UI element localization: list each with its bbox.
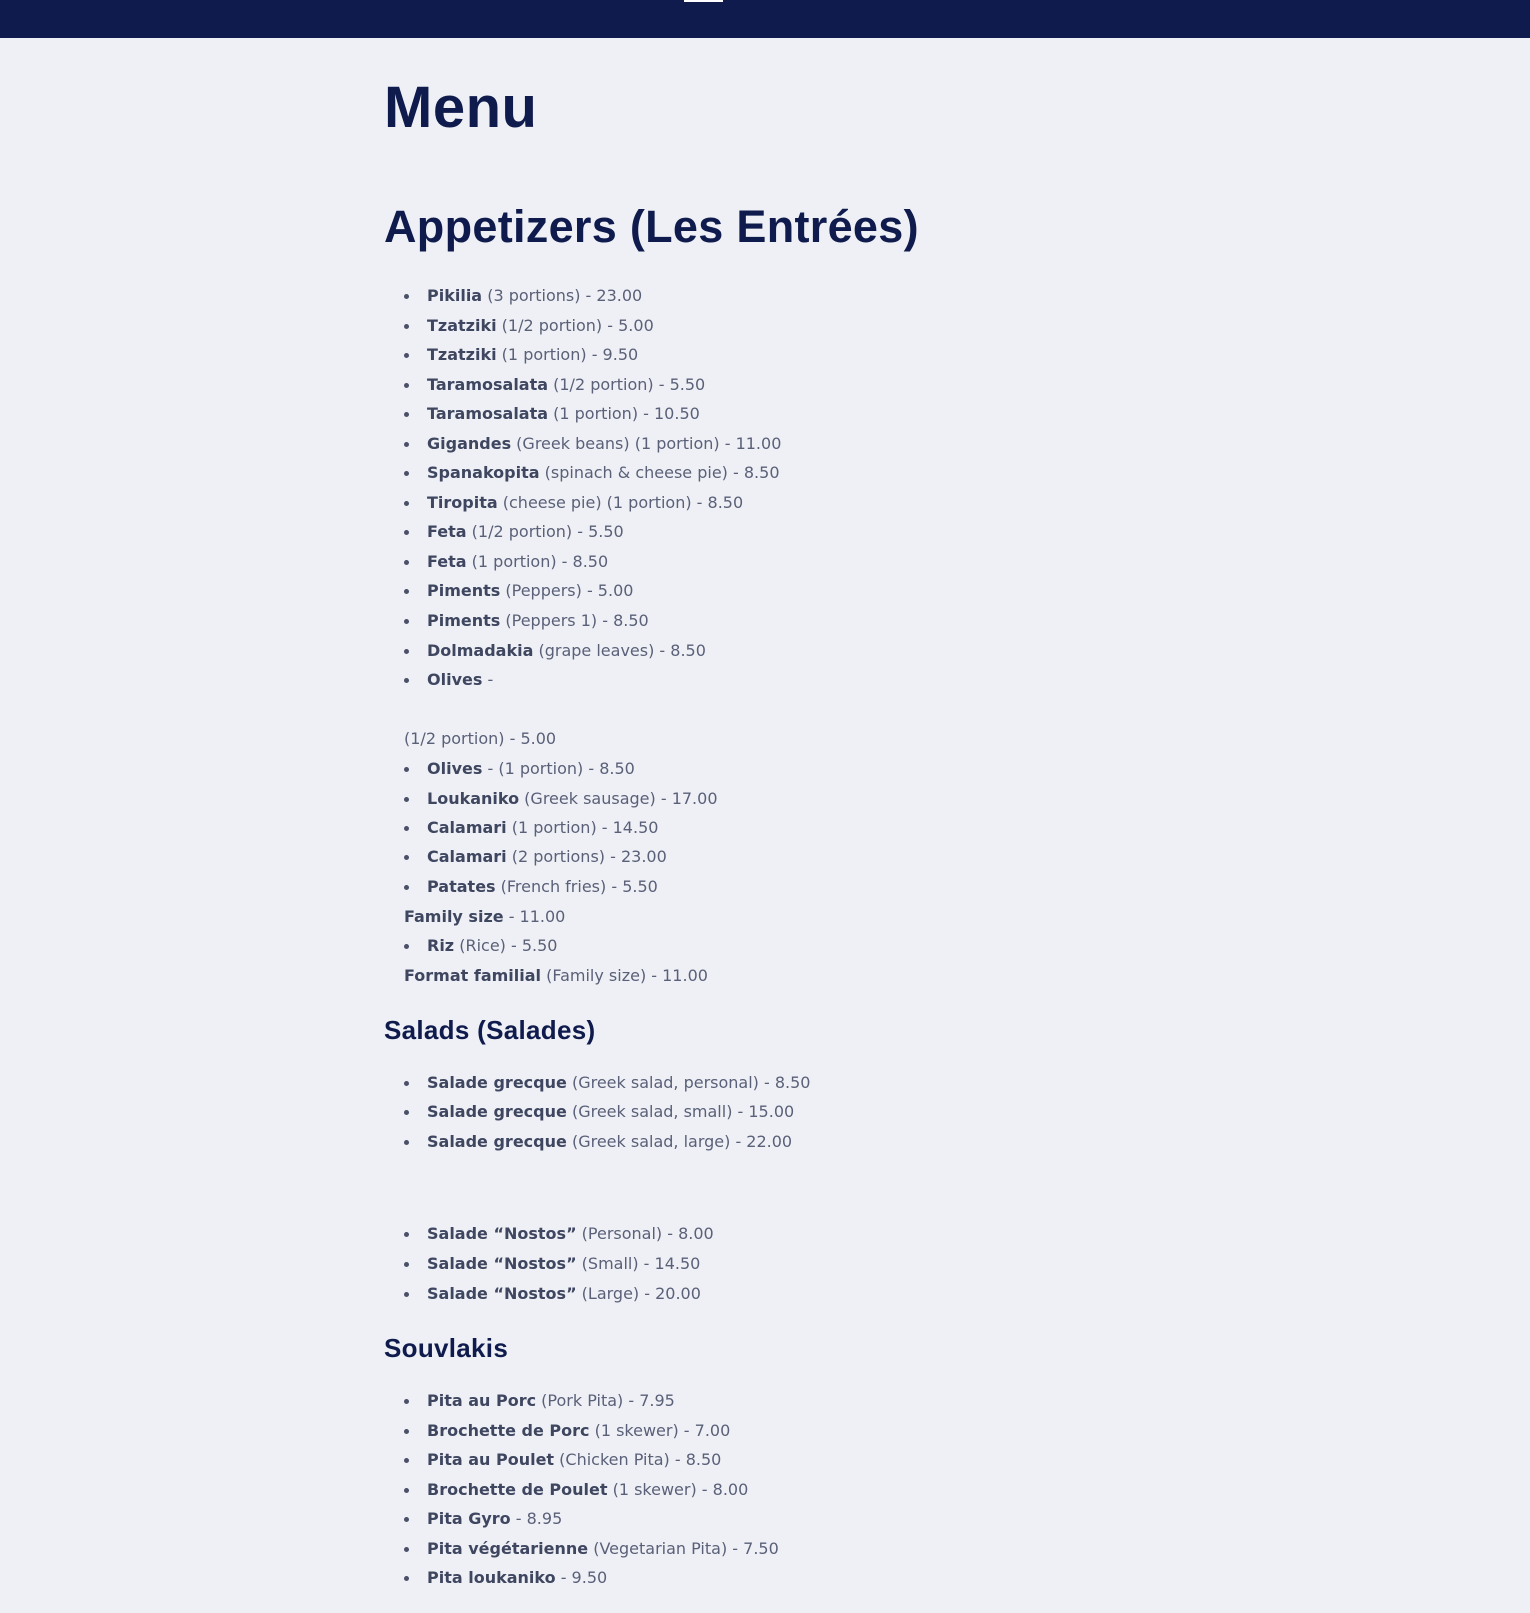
list-item: Salade “Nostos” (Personal) - 8.00 <box>404 1219 714 1249</box>
list-item: Salade “Nostos” (Large) - 20.00 <box>404 1279 701 1309</box>
active-nav-indicator <box>684 0 723 2</box>
list-item: Piments (Peppers) - 5.00 <box>404 576 633 606</box>
list-item: Dolmadakia (grape leaves) - 8.50 <box>404 636 706 666</box>
list-item-continuation: Family size - 11.00 <box>404 907 566 926</box>
list-item: Salade grecque (Greek salad, small) - 15.00 <box>404 1097 794 1127</box>
list-item: Piments (Peppers 1) - 8.50 <box>404 606 649 636</box>
list-item: Pita Gyro - 8.95 <box>404 1504 562 1534</box>
menu-content <box>384 60 1284 1587</box>
salads-heading: Salads (Salades) <box>384 1015 596 1045</box>
list-item: Salade “Nostos” (Small) - 14.50 <box>404 1249 700 1279</box>
list-item: Tzatziki (1/2 portion) - 5.00 <box>404 311 654 341</box>
list-item: Calamari (2 portions) - 23.00 <box>404 842 667 872</box>
site-header-bar <box>0 0 1530 38</box>
list-item: Pita végétarienne (Vegetarian Pita) - 7.50 <box>404 1534 779 1564</box>
list-item: Tiropita (cheese pie) (1 portion) - 8.50 <box>404 488 743 518</box>
list-item: Patates (French fries) - 5.50 <box>404 872 658 902</box>
list-item: Tzatziki (1 portion) - 9.50 <box>404 340 638 370</box>
list-item: Loukaniko (Greek sausage) - 17.00 <box>404 784 718 814</box>
list-item: Brochette de Porc (1 skewer) - 7.00 <box>404 1416 730 1446</box>
list-item: Feta (1 portion) - 8.50 <box>404 547 608 577</box>
list-item-continuation: (1/2 portion) - 5.00 <box>404 729 557 748</box>
page-title: Menu <box>384 75 538 140</box>
list-item: Spanakopita (spinach & cheese pie) - 8.50 <box>404 458 780 488</box>
list-item: Salade grecque (Greek salad, large) - 22.00 <box>404 1127 792 1157</box>
list-item: Feta (1/2 portion) - 5.50 <box>404 517 624 547</box>
list-item-continuation: Format familial (Family size) - 11.00 <box>404 966 708 985</box>
list-item: Pikilia (3 portions) - 23.00 <box>404 281 642 311</box>
appetizers-heading: Appetizers (Les Entrées) <box>384 201 919 252</box>
list-item: Olives - <box>404 665 493 695</box>
list-item: Taramosalata (1 portion) - 10.50 <box>404 399 700 429</box>
souvlakis-heading: Souvlakis <box>384 1333 509 1363</box>
list-item: Pita loukaniko - 9.50 <box>404 1563 607 1593</box>
list-item: Calamari (1 portion) - 14.50 <box>404 813 658 843</box>
list-item: Pita au Poulet (Chicken Pita) - 8.50 <box>404 1445 721 1475</box>
list-item: Olives - (1 portion) - 8.50 <box>404 754 635 784</box>
list-item: Taramosalata (1/2 portion) - 5.50 <box>404 370 705 400</box>
list-item: Pita au Porc (Pork Pita) - 7.95 <box>404 1386 675 1416</box>
list-item: Gigandes (Greek beans) (1 portion) - 11.00 <box>404 429 781 459</box>
list-item: Brochette de Poulet (1 skewer) - 8.00 <box>404 1475 748 1505</box>
list-item: Salade grecque (Greek salad, personal) - 8.50 <box>404 1068 810 1098</box>
list-item: Riz (Rice) - 5.50 <box>404 931 557 961</box>
